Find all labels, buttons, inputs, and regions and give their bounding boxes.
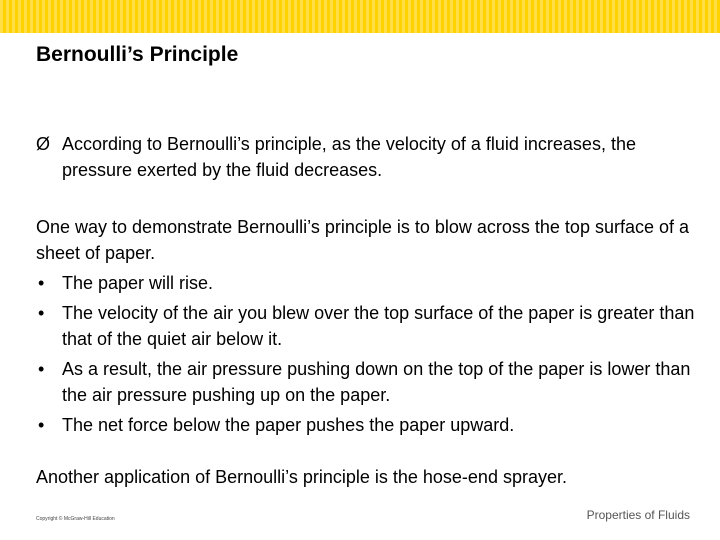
bullet-text: The velocity of the air you blew over the top surface of the paper is greater than that of the quiet air below it.	[62, 303, 695, 349]
bullet-text: The net force below the paper pushes the paper upward.	[62, 415, 515, 435]
paragraph-demonstration: One way to demonstrate Bernoulli’s principle is to blow across the top surface of a sheet of paper.	[36, 217, 690, 263]
arrow-bullet-icon: Ø	[36, 134, 51, 154]
copyright-notice: Copyright © McGraw-Hill Education	[36, 516, 115, 522]
bullet-text: The paper will rise.	[62, 273, 214, 293]
list-item	[36, 270, 696, 296]
list-item	[36, 412, 696, 438]
slide-content	[36, 131, 696, 490]
arrow-point	[36, 131, 696, 183]
bullet-icon: •	[38, 303, 45, 323]
arrow-point-text: According to Bernoulli’s principle, as the velocity of a fluid increases, the pressure exerted by the fluid decreases.	[62, 134, 636, 180]
slide-title: Bernoulli’s Principle	[36, 43, 239, 66]
bullet-icon: •	[38, 415, 45, 435]
bullet-icon: •	[38, 273, 45, 293]
bullet-text: As a result, the air pressure pushing down on the top of the paper is lower than the air pressure pushing up on the paper.	[62, 359, 691, 405]
top-decorative-band	[0, 0, 720, 33]
list-item	[36, 356, 696, 408]
paragraph-application: Another application of Bernoulli’s principle is the hose-end sprayer.	[36, 467, 567, 487]
list-item	[36, 300, 696, 352]
bullet-list	[36, 270, 696, 438]
bullet-icon: •	[38, 359, 45, 379]
footer-section-label: Properties of Fluids	[586, 508, 690, 522]
